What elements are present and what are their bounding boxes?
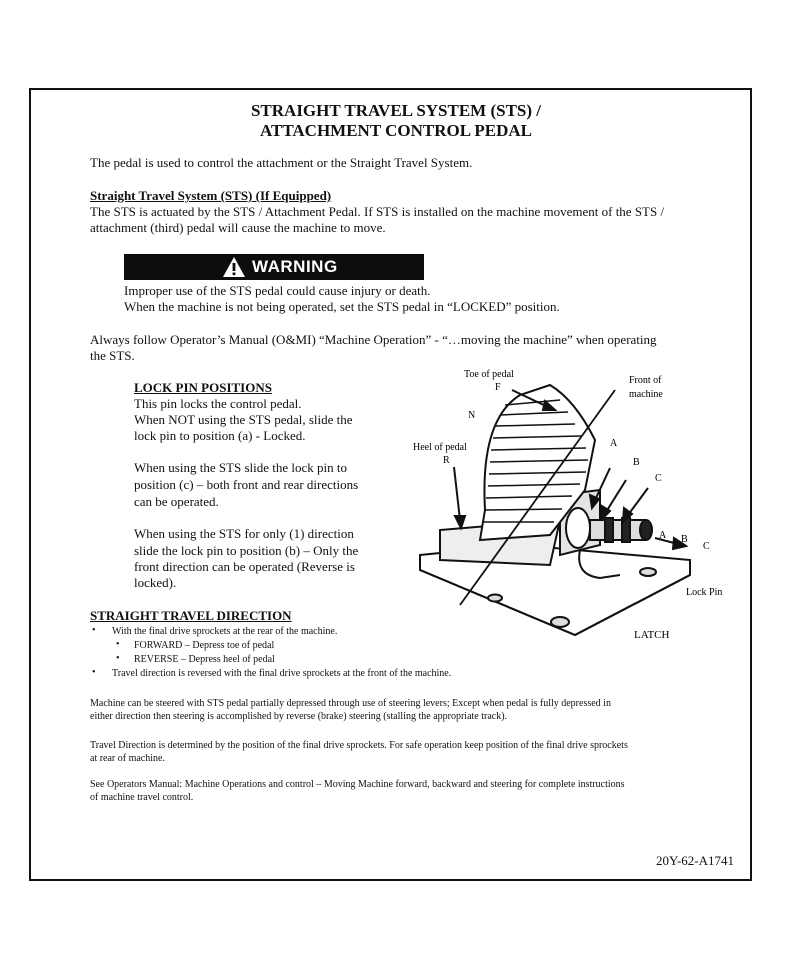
- sts-pedal-diagram: [400, 360, 740, 650]
- lock-pin-text: slide the lock pin to position (b) – Only the: [134, 543, 359, 558]
- pin-position-c: C: [703, 541, 710, 552]
- lock-pin-text: front direction can be operated (Reverse is: [134, 559, 355, 574]
- latch-label: LATCH: [634, 629, 670, 641]
- bolt-head: [640, 568, 656, 576]
- steer-note-line-1: Machine can be steered with STS pedal partially depressed through use of steering levers; Except when pedal is fully depressed in: [90, 698, 611, 709]
- neutral-letter: N: [468, 410, 476, 421]
- intro-text: The pedal is used to control the attachment or the Straight Travel System.: [90, 155, 473, 170]
- bullet-icon: •: [92, 625, 96, 636]
- lock-pin-text: When using the STS for only (1) direction: [134, 526, 354, 541]
- sprocket-note-line-1: Travel Direction is determined by the position of the final drive sprockets. For safe operation keep position of the final drive sprockets: [90, 740, 628, 751]
- pin-collar: [566, 508, 590, 548]
- lock-pin-text: This pin locks the control pedal.: [134, 396, 302, 411]
- toe-letter: F: [495, 382, 501, 393]
- sts-text-line-1: The STS is actuated by the STS / Attachment Pedal. If STS is installed on the machine movement of the STS /: [90, 204, 665, 219]
- direction-item-1: With the final drive sprockets at the rear of the machine.: [112, 626, 338, 637]
- lock-pin-text: position (c) – both front and rear directions: [134, 477, 359, 492]
- lock-pin-end: [640, 520, 652, 540]
- heel-of-pedal-label: Heel of pedal: [413, 442, 467, 453]
- see-note-line-2: of machine travel control.: [90, 792, 194, 803]
- front-of-machine-label: machine: [629, 389, 663, 400]
- lock-pin-label: Lock Pin: [686, 587, 723, 598]
- bullet-icon: •: [92, 667, 96, 678]
- lock-pin-text: lock pin to position (a) - Locked.: [134, 428, 306, 443]
- manual-note-line-1: Always follow Operator’s Manual (O&MI) “Machine Operation” - “…moving the machine” when operating: [90, 332, 657, 347]
- steer-note-line-2: either direction then steering is accomplished by reverse (brake) steering (stalling the appropriate track).: [90, 711, 508, 722]
- manual-note-line-2: the STS.: [90, 348, 135, 363]
- bolt-head: [488, 595, 502, 602]
- title-line-1: STRAIGHT TRAVEL SYSTEM (STS) /: [250, 101, 542, 120]
- heel-letter: R: [443, 455, 450, 466]
- lock-pin-heading: LOCK PIN POSITIONS: [134, 380, 272, 395]
- position-c-label: C: [655, 473, 662, 484]
- sprocket-note-line-2: at rear of machine.: [90, 753, 165, 764]
- title-line-2: ATTACHMENT CONTROL PEDAL: [259, 121, 533, 140]
- lock-pin-text: locked).: [134, 575, 177, 590]
- sts-text-line-2: attachment (third) pedal will cause the machine to move.: [90, 220, 386, 235]
- pin-position-a: A: [659, 530, 667, 541]
- direction-sub-1: FORWARD – Depress toe of pedal: [134, 640, 275, 651]
- warning-label: WARNING: [252, 257, 338, 276]
- lock-pin-text: can be operated.: [134, 494, 219, 509]
- see-note-line-1: See Operators Manual: Machine Operations and control – Moving Machine forward, backward and steering for complete instructions: [90, 779, 625, 790]
- toe-of-pedal-label: Toe of pedal: [464, 369, 514, 380]
- position-a-label: A: [610, 438, 618, 449]
- lock-pin-shaft: [590, 520, 645, 540]
- direction-item-2: Travel direction is reversed with the final drive sprockets at the front of the machine.: [112, 668, 452, 679]
- lock-pin-text: When using the STS slide the lock pin to: [134, 460, 348, 475]
- front-of-machine-label: Front of: [629, 375, 662, 386]
- bullet-icon: •: [116, 653, 120, 664]
- lock-pin-ring: [605, 518, 613, 542]
- warning-banner: [124, 254, 424, 280]
- warning-line-1: Improper use of the STS pedal could cause injury or death.: [124, 283, 431, 298]
- warning-icon: [222, 256, 246, 278]
- direction-sub-2: REVERSE – Depress heel of pedal: [134, 654, 275, 665]
- part-number: 20Y-62-A1741: [656, 853, 734, 868]
- bolt-head: [551, 617, 569, 627]
- lock-pin-text: When NOT using the STS pedal, slide the: [134, 412, 353, 427]
- bullet-icon: •: [116, 639, 120, 650]
- sts-heading: Straight Travel System (STS) (If Equipped): [90, 188, 332, 203]
- position-b-label: B: [633, 457, 640, 468]
- warning-line-2: When the machine is not being operated, set the STS pedal in “LOCKED” position.: [124, 299, 560, 314]
- pin-position-b: B: [681, 534, 688, 545]
- direction-heading: STRAIGHT TRAVEL DIRECTION: [90, 608, 292, 623]
